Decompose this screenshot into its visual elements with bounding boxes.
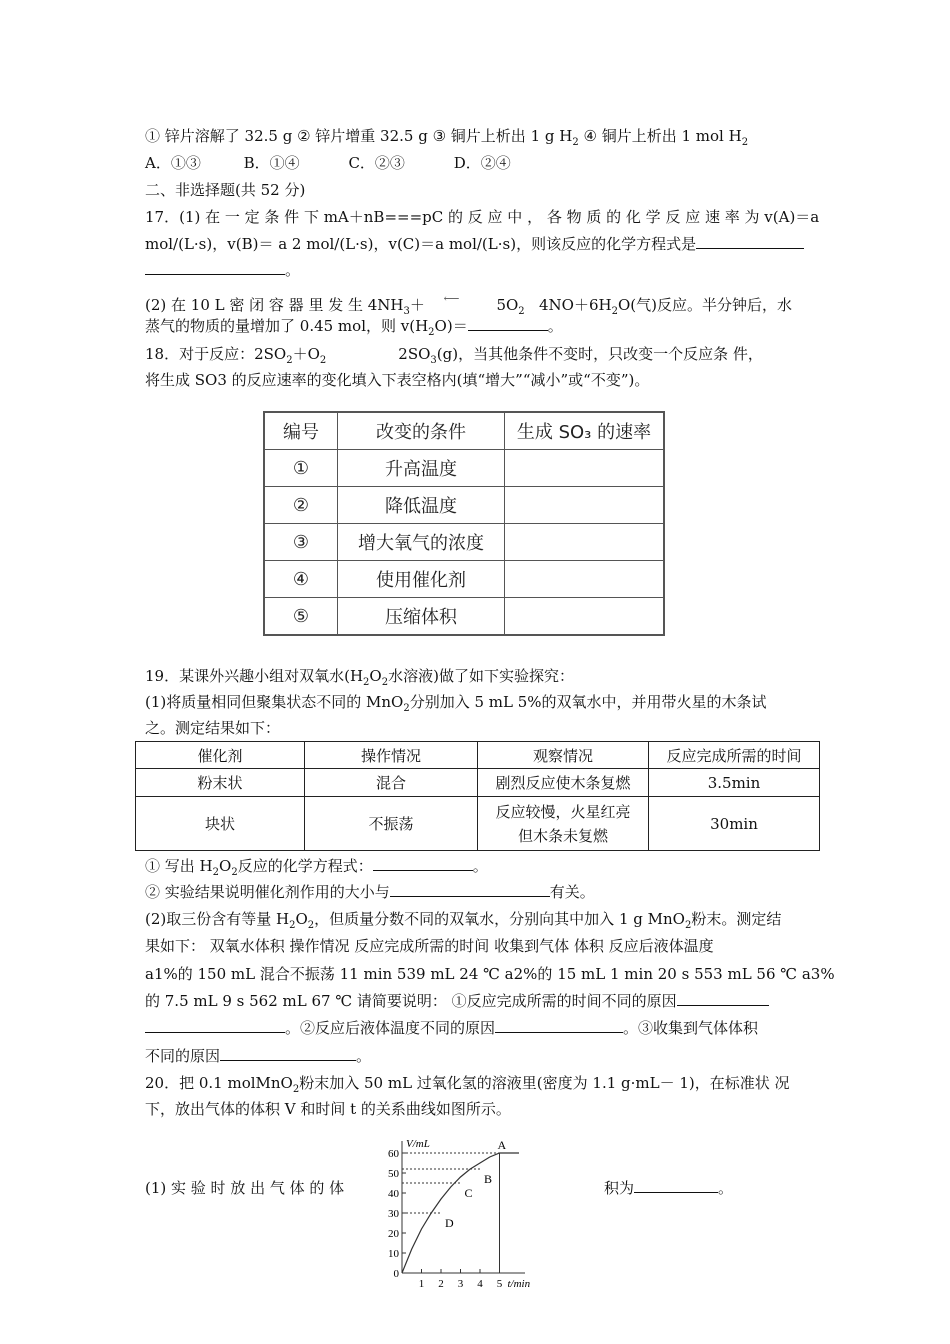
q20-q1: (1) 实 验 时 放 出 气 体 的 体 [145, 1179, 345, 1197]
y-tick-label: 50 [388, 1168, 399, 1180]
q19-line3: 之。测定结果如下： [145, 719, 281, 737]
y-tick-label: 30 [388, 1208, 399, 1220]
table-cell: 剧烈反应使木条复燃 [478, 769, 649, 797]
q17-line3: 。 [145, 258, 300, 282]
q19-2-line6: 不同的原因 。 [145, 1044, 371, 1068]
table-header: 生成 SO₃ 的速率 [505, 412, 665, 450]
table-cell: 使用催化剂 [338, 561, 505, 598]
x-tick-label: 1 [418, 1278, 425, 1290]
q19-q2: ② 实验结果说明催化剂作用的大小与 有关。 [145, 880, 595, 904]
answer-blank[interactable] [634, 1176, 718, 1193]
table-cell: ⑤ [264, 598, 338, 636]
table-cell: ① [264, 450, 338, 487]
table-header: 观察情况 [478, 742, 649, 769]
q18-line2: 将生成 SO3 的反应速率的变化填入下表空格内(填“增大”“减小”或“不变”)。 [145, 371, 650, 389]
table-cell: 30min [649, 797, 820, 851]
table-cell: 升高温度 [338, 450, 505, 487]
y-tick-label: 40 [388, 1188, 399, 1200]
table-cell: 降低温度 [338, 487, 505, 524]
table-row [136, 769, 820, 797]
q19-2-line4: 的 7.5 mL 9 s 562 mL 67 ℃ 请简要说明： ①反应完成所需的时间不同的原因 [145, 989, 769, 1013]
q20-line2: 下，放出气体的体积 V 和时间 t 的关系曲线如图所示。 [145, 1100, 511, 1118]
answer-blank[interactable] [145, 1016, 285, 1033]
q19-2-line1: (2)取三份含有等量 $H_2O_2$，但质量分数不同的双氧水，分别向其中加入 1 g MnO$_2$粉末。测定结 [145, 910, 782, 931]
q19-line2: (1)将质量相同但聚集状态不同的 MnO$_2$分别加入 5 mL 5%的双氧水中，并用带火星的木条试 [145, 693, 767, 714]
answer-cell[interactable] [505, 487, 665, 524]
y-tick-label: 10 [388, 1248, 399, 1260]
table-cell: 不振荡 [305, 797, 478, 851]
table-row [136, 797, 820, 851]
q18-line1: 18．对于反应：$2SO_2+O_2$ $2SO_3(g)$，当其他条件不变时，只改变一个反应条 件， [145, 345, 763, 366]
equilibrium-arrow-icon: ⟵ [443, 292, 460, 305]
answer-blank[interactable] [373, 854, 473, 871]
choice-c[interactable]: C．②③ [348, 154, 405, 172]
table-row [264, 450, 664, 487]
q19-q1: ① 写出 $H_2O_2$反应的化学方程式： 。 [145, 854, 488, 885]
q17-2-line2: 蒸气的物质的量增加了 0.45 mol，则 $v(H_2O)=$ 。 [145, 314, 563, 345]
q20-line1: 20．把 0.1 molMnO$_2$粉末加入 50 mL 过氧化氢的溶液里(密度为 1.1 g·mL－ 1)，在标准状 况 [145, 1074, 790, 1095]
volume-time-chart [382, 1133, 562, 1293]
table-cell: 压缩体积 [338, 598, 505, 636]
table-row [264, 487, 664, 524]
catalyst-table [135, 741, 820, 851]
q20-q1-tail: 积为 。 [604, 1176, 733, 1200]
answer-blank[interactable] [495, 1016, 623, 1033]
table-header: 操作情况 [305, 742, 478, 769]
answer-blank[interactable] [696, 232, 804, 249]
table-cell: ③ [264, 524, 338, 561]
q17-line1: 17．(1) 在 一 定 条 件 下 mA＋nB===pC 的 反 应 中 ， 各 物 质 的 化 学 反 应 速 率 为 v(A)＝a [145, 208, 820, 226]
q19-2-line3: a1%的 150 mL 混合不振荡 11 min 539 mL 24 ℃ a2%的 15 mL 1 min 20 s 553 mL 56 ℃ a3% [145, 965, 835, 983]
table-header: 编号 [264, 412, 338, 450]
table-header: 催化剂 [136, 742, 305, 769]
x-tick-label: 5 [496, 1278, 503, 1290]
section-title: 二、非选择题(共 52 分) [145, 181, 306, 199]
answer-blank[interactable] [220, 1044, 356, 1061]
table-cell: 混合 [305, 769, 478, 797]
y-tick-label: 0 [393, 1268, 399, 1280]
q16-options: ① 锌片溶解了 32.5 g ② 锌片增重 32.5 g ③ 铜片上析出 1 g $H_2$ ④ 铜片上析出 1 mol $H_2$ [145, 127, 749, 148]
table-row [264, 524, 664, 561]
x-axis-label: t/min [507, 1278, 531, 1290]
point-label-c: C [464, 1186, 473, 1200]
table-header: 反应完成所需的时间 [649, 742, 820, 769]
table-cell: ④ [264, 561, 338, 598]
point-label-a: A [497, 1138, 507, 1152]
table-cell: 粉末状 [136, 769, 305, 797]
choice-b[interactable]: B．①④ [243, 154, 300, 172]
table-cell: 反应较慢，火星红亮 但木条未复燃 [478, 797, 649, 851]
x-tick-label: 4 [477, 1278, 483, 1290]
table-row [264, 561, 664, 598]
answer-cell[interactable] [505, 598, 665, 636]
table-cell: 3.5min [649, 769, 820, 797]
q17-2-line1: (2) 在 10 L 密 闭 容 器 里 发 生 $4NH_3+$ ⟵ $5O_2$ $4NO+6H_2O$(气)反应。半分钟后，水 [145, 287, 792, 324]
q19-2-line2: 果如下： 双氧水体积 操作情况 反应完成所需的时间 收集到气体 体积 反应后液体温度 [145, 937, 714, 955]
table-cell: ② [264, 487, 338, 524]
answer-blank[interactable] [390, 880, 550, 897]
answer-blank[interactable] [145, 258, 285, 275]
y-axis-label: V/mL [406, 1138, 430, 1150]
x-tick-label: 2 [438, 1278, 444, 1290]
y-tick-label: 60 [388, 1148, 399, 1160]
table-cell: 增大氧气的浓度 [338, 524, 505, 561]
choice-d[interactable]: D．②④ [453, 154, 511, 172]
q17-line2: mol/(L·s)，v(B)＝ a 2 mol/(L·s)，v(C)＝a mol/(L·s)，则该反应的化学方程式是 [145, 232, 804, 256]
answer-cell[interactable] [505, 524, 665, 561]
q19-line1: 19．某课外兴趣小组对双氧水($H_2O_2$水溶液)做了如下实验探究： [145, 667, 574, 688]
choice-a[interactable]: A．①③ [145, 154, 201, 172]
point-label-b: B [484, 1172, 493, 1186]
table-cell: 块状 [136, 797, 305, 851]
q16-choices [145, 151, 511, 175]
table-row [264, 598, 664, 636]
q19-2-line5: 。②反应后液体温度不同的原因 。③收集到气体体积 [145, 1016, 758, 1040]
answer-blank[interactable] [468, 314, 548, 331]
answer-cell[interactable] [505, 561, 665, 598]
y-tick-label: 20 [388, 1228, 399, 1240]
x-tick-label: 3 [457, 1278, 464, 1290]
answer-blank[interactable] [677, 989, 769, 1006]
answer-cell[interactable] [505, 450, 665, 487]
table-header: 改变的条件 [338, 412, 505, 450]
point-label-d: D [445, 1216, 454, 1230]
rate-table [263, 411, 665, 636]
